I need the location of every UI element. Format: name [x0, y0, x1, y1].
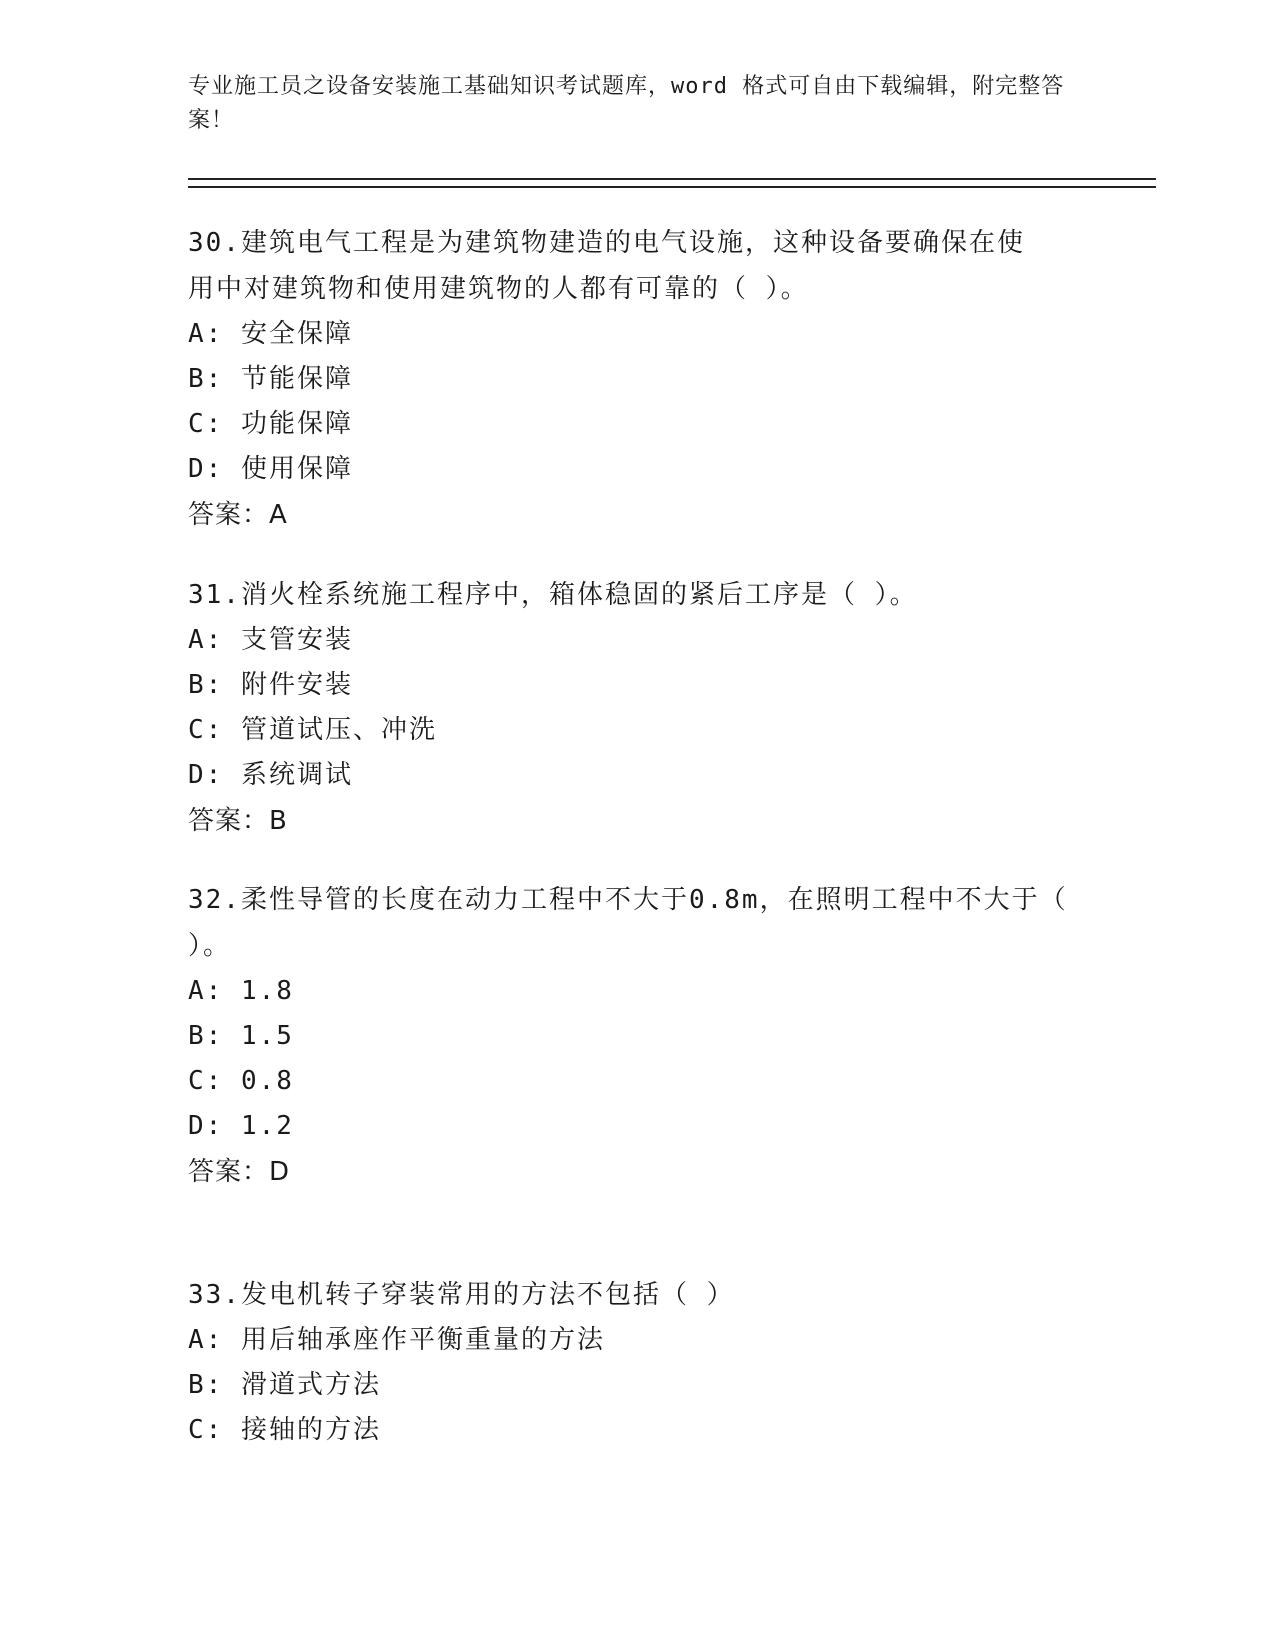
- option-a: A: 安全保障: [188, 319, 353, 349]
- option-d: D: 使用保障: [188, 454, 353, 484]
- option-b: B: 滑道式方法: [188, 1370, 381, 1400]
- question-stem: 31.消火栓系统施工程序中，箱体稳固的紧后工序是（ ）。: [188, 580, 918, 610]
- answer: 答案：D: [188, 1157, 291, 1187]
- question-32: [188, 877, 1088, 1195]
- option-b: B: 节能保障: [188, 364, 353, 394]
- option-b: B: 附件安装: [188, 670, 353, 700]
- option-d: D: 1.2: [188, 1111, 294, 1141]
- header-double-rule: [188, 178, 1156, 188]
- question-31: [188, 572, 1088, 844]
- option-b: B: 1.5: [188, 1021, 294, 1051]
- answer: 答案：A: [188, 500, 288, 530]
- option-a: A: 支管安装: [188, 625, 353, 655]
- question-stem: 33.发电机转子穿装常用的方法不包括（ ）: [188, 1280, 735, 1310]
- question-stem: 32.柔性导管的长度在动力工程中不大于0.8m，在照明工程中不大于（ ）。: [188, 885, 1086, 961]
- option-c: C: 0.8: [188, 1066, 294, 1096]
- question-33: [188, 1272, 1088, 1453]
- answer: 答案：B: [188, 806, 288, 836]
- document-header: 专业施工员之设备安装施工基础知识考试题库，word 格式可自由下载编辑，附完整答案！: [188, 74, 1065, 133]
- option-c: C: 管道试压、冲洗: [188, 715, 437, 745]
- option-a: A: 1.8: [188, 976, 294, 1006]
- option-a: A: 用后轴承座作平衡重量的方法: [188, 1325, 605, 1355]
- option-c: C: 接轴的方法: [188, 1415, 381, 1445]
- option-d: D: 系统调试: [188, 760, 353, 790]
- question-stem: 30.建筑电气工程是为建筑物建造的电气设施，这种设备要确保在使用中对建筑物和使用建筑物的人都有可靠的（ ）。: [188, 228, 1025, 304]
- option-c: C: 功能保障: [188, 409, 353, 439]
- question-30: [188, 220, 1088, 538]
